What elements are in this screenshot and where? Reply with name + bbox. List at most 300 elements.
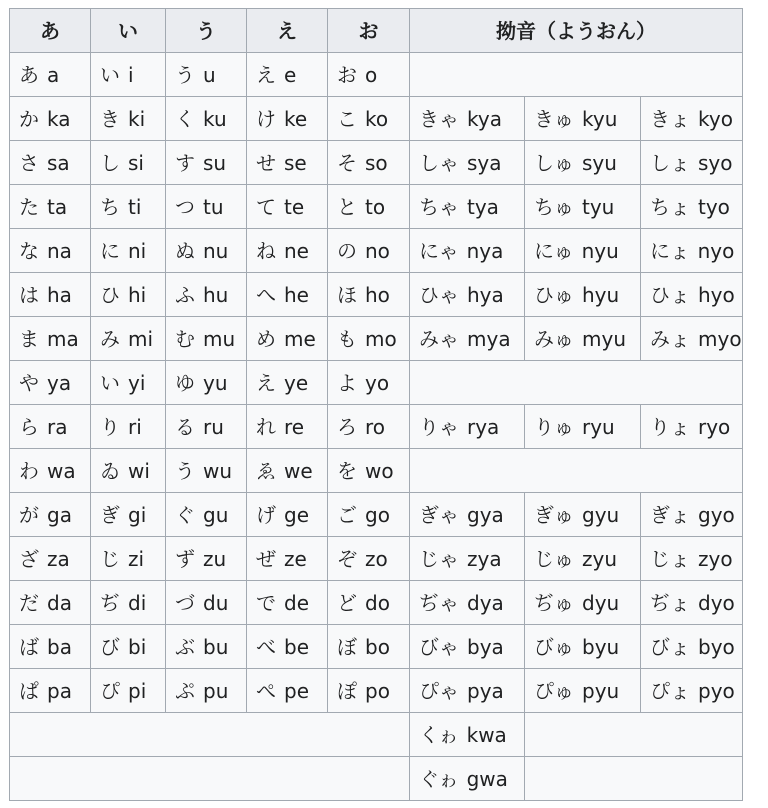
kana-cell — [91, 581, 166, 625]
romaji-label: sya — [467, 150, 502, 175]
kana-cell — [410, 317, 525, 361]
kana-glyph: びゅ — [534, 634, 574, 659]
kana-glyph: ず — [175, 546, 195, 571]
kana-glyph: る — [175, 414, 195, 439]
kana-glyph: ぴょ — [650, 678, 690, 703]
kana-glyph: わ — [19, 458, 39, 483]
romaji-label: ya — [47, 370, 72, 395]
kana-glyph: ちゃ — [419, 194, 459, 219]
romaji-label: gi — [128, 502, 147, 527]
romaji-label: pu — [203, 678, 229, 703]
kana-cell — [247, 185, 328, 229]
kana-cell — [641, 317, 743, 361]
kana-glyph: ちゅ — [534, 194, 574, 219]
kana-cell — [247, 361, 328, 405]
kana-glyph: し — [100, 150, 120, 175]
romaji-label: syo — [698, 150, 733, 175]
kana-cell — [91, 229, 166, 273]
kana-glyph: ぴゃ — [419, 678, 459, 703]
kana-glyph: さ — [19, 150, 39, 175]
table-row — [10, 713, 743, 757]
romaji-label: ro — [365, 414, 386, 439]
romaji-label: du — [203, 590, 229, 615]
kana-glyph: れ — [256, 414, 276, 439]
romaji-label: bu — [203, 634, 229, 659]
kana-glyph: へ — [256, 282, 276, 307]
kana-cell — [641, 537, 743, 581]
kana-glyph: け — [256, 106, 276, 131]
romaji-label: de — [284, 590, 309, 615]
romaji-label: ki — [128, 106, 146, 131]
kana-glyph: が — [19, 502, 39, 527]
table-row — [10, 581, 743, 625]
romaji-label: dyu — [582, 590, 620, 615]
kana-cell — [166, 273, 247, 317]
romaji-label: tya — [467, 194, 499, 219]
romaji-label: pyu — [582, 678, 620, 703]
romaji-label: byu — [582, 634, 620, 659]
kana-cell — [10, 273, 91, 317]
kana-cell — [641, 141, 743, 185]
kana-glyph: は — [19, 282, 39, 307]
kana-cell — [328, 141, 410, 185]
romaji-label: dyo — [698, 590, 735, 615]
kana-glyph: ぱ — [19, 678, 39, 703]
kana-glyph: じゃ — [419, 546, 459, 571]
kana-cell — [525, 97, 641, 141]
romaji-label: po — [365, 678, 390, 703]
table-row — [10, 141, 743, 185]
kana-cell — [328, 185, 410, 229]
romaji-label: ryo — [698, 414, 731, 439]
kana-cell — [247, 625, 328, 669]
romaji-label: pyo — [698, 678, 735, 703]
kana-glyph: ゆ — [175, 370, 195, 395]
kana-cell — [641, 493, 743, 537]
kana-cell — [10, 53, 91, 97]
kana-cell — [641, 185, 743, 229]
romaji-label: syu — [582, 150, 617, 175]
kana-glyph: う — [175, 62, 195, 87]
kana-glyph: りゃ — [419, 414, 459, 439]
romaji-label: bi — [128, 634, 147, 659]
kana-glyph: ぴゅ — [534, 678, 574, 703]
kana-cell — [166, 537, 247, 581]
kana-cell — [91, 625, 166, 669]
kana-cell — [328, 493, 410, 537]
kana-glyph: い — [100, 62, 120, 87]
kana-cell — [10, 493, 91, 537]
kana-cell — [410, 229, 525, 273]
romaji-label: ye — [284, 370, 309, 395]
romaji-label: kyu — [582, 106, 618, 131]
kana-glyph: ざ — [19, 546, 39, 571]
kana-glyph: ぎょ — [650, 502, 690, 527]
kana-cell — [91, 141, 166, 185]
kana-cell — [247, 229, 328, 273]
kana-glyph: ひ — [100, 282, 120, 307]
kana-cell — [410, 97, 525, 141]
kana-cell — [641, 625, 743, 669]
kana-glyph: う — [175, 458, 195, 483]
romaji-label: o — [365, 62, 378, 87]
kana-cell — [247, 273, 328, 317]
kana-glyph: びゃ — [419, 634, 459, 659]
romaji-label: ba — [47, 634, 72, 659]
romaji-label: hya — [467, 282, 504, 307]
romaji-label: we — [284, 458, 313, 483]
romaji-label: tyu — [582, 194, 615, 219]
kana-cell — [166, 669, 247, 713]
kana-cell — [247, 97, 328, 141]
kana-cell — [10, 97, 91, 141]
kana-cell — [91, 53, 166, 97]
kana-cell — [91, 449, 166, 493]
kana-glyph: め — [256, 326, 276, 351]
kana-cell — [166, 625, 247, 669]
table-row — [10, 317, 743, 361]
table-row — [10, 405, 743, 449]
column-header: え — [247, 9, 328, 53]
kana-glyph: と — [337, 194, 357, 219]
romaji-label: hyu — [582, 282, 620, 307]
romaji-label: di — [128, 590, 147, 615]
romaji-label: kwa — [466, 722, 507, 747]
kana-cell — [525, 669, 641, 713]
romaji-label: ta — [47, 194, 68, 219]
kana-glyph: の — [337, 238, 357, 263]
romaji-label: ko — [365, 106, 389, 131]
kana-cell — [10, 449, 91, 493]
kana-glyph: にゅ — [534, 238, 574, 263]
romaji-label: ku — [203, 106, 227, 131]
kana-glyph: え — [256, 370, 276, 395]
romaji-label: yo — [365, 370, 390, 395]
kana-glyph: ま — [19, 326, 39, 351]
column-header: う — [166, 9, 247, 53]
kana-cell — [10, 581, 91, 625]
kana-glyph: ぶ — [175, 634, 195, 659]
romaji-label: kyo — [698, 106, 733, 131]
kana-glyph: しゅ — [534, 150, 574, 175]
kana-cell — [91, 317, 166, 361]
romaji-label: da — [47, 590, 72, 615]
kana-cell — [247, 669, 328, 713]
kana-cell — [328, 405, 410, 449]
kana-glyph: ぢょ — [650, 590, 690, 615]
kana-cell — [410, 493, 525, 537]
kana-glyph: じ — [100, 546, 120, 571]
kana-cell — [247, 317, 328, 361]
romaji-label: go — [365, 502, 390, 527]
kana-cell — [91, 493, 166, 537]
romaji-label: se — [284, 150, 307, 175]
romaji-label: pya — [467, 678, 504, 703]
kana-glyph: せ — [256, 150, 276, 175]
kana-cell — [166, 493, 247, 537]
kana-glyph: を — [337, 458, 357, 483]
romaji-label: me — [284, 326, 316, 351]
romaji-label: sa — [47, 150, 70, 175]
table-row — [10, 537, 743, 581]
romaji-label: wo — [365, 458, 394, 483]
kana-glyph: ど — [337, 590, 357, 615]
kana-glyph: む — [175, 326, 195, 351]
kana-glyph: り — [100, 414, 120, 439]
empty-basic-cell — [10, 713, 410, 757]
kana-glyph: ひゃ — [419, 282, 459, 307]
kana-glyph: ぺ — [256, 678, 276, 703]
kana-cell — [166, 141, 247, 185]
kana-glyph: ふ — [175, 282, 195, 307]
kana-glyph: そ — [337, 150, 357, 175]
empty-youon-cell — [525, 757, 743, 801]
romaji-label: ka — [47, 106, 71, 131]
romaji-label: hi — [128, 282, 147, 307]
kana-cell — [10, 669, 91, 713]
romaji-label: wa — [47, 458, 76, 483]
kana-glyph: あ — [19, 62, 39, 87]
kana-cell — [91, 669, 166, 713]
kana-glyph: じょ — [650, 546, 690, 571]
kana-glyph: ほ — [337, 282, 357, 307]
kana-glyph: や — [19, 370, 39, 395]
kana-glyph: にゃ — [419, 238, 459, 263]
romaji-label: zyo — [698, 546, 733, 571]
kana-cell — [525, 493, 641, 537]
kana-cell — [525, 273, 641, 317]
kana-glyph: も — [337, 326, 357, 351]
empty-youon-cell — [410, 361, 743, 405]
kana-cell — [10, 141, 91, 185]
table-row — [10, 97, 743, 141]
romaji-label: zo — [365, 546, 388, 571]
kana-glyph: ぐゎ — [419, 766, 459, 791]
kana-glyph: み — [100, 326, 120, 351]
table-row — [10, 625, 743, 669]
kana-glyph: ろ — [337, 414, 357, 439]
table-row — [10, 669, 743, 713]
kana-cell — [328, 449, 410, 493]
kana-glyph: ぷ — [175, 678, 195, 703]
romaji-label: to — [365, 194, 386, 219]
kana-cell — [10, 405, 91, 449]
kana-glyph: ね — [256, 238, 276, 263]
kana-cell — [410, 757, 525, 801]
kana-glyph: きょ — [650, 106, 690, 131]
kana-cell — [166, 185, 247, 229]
romaji-label: zya — [467, 546, 502, 571]
empty-youon-cell — [525, 713, 743, 757]
romaji-label: ke — [284, 106, 308, 131]
romaji-label: si — [128, 150, 144, 175]
kana-glyph: みょ — [650, 326, 690, 351]
romaji-label: su — [203, 150, 227, 175]
romaji-label: nyo — [697, 238, 735, 263]
romaji-label: za — [47, 546, 70, 571]
romaji-label: byo — [698, 634, 735, 659]
kana-glyph: ゐ — [100, 458, 120, 483]
kana-glyph: ぴ — [100, 678, 120, 703]
kana-glyph: ぎゃ — [419, 502, 459, 527]
kana-cell — [525, 141, 641, 185]
kana-glyph: つ — [175, 194, 195, 219]
romaji-label: mi — [128, 326, 154, 351]
kana-cell — [166, 317, 247, 361]
kana-glyph: か — [19, 106, 39, 131]
kana-glyph: ら — [19, 414, 39, 439]
kana-cell — [166, 581, 247, 625]
romaji-label: ra — [47, 414, 68, 439]
header-row — [10, 9, 743, 53]
romaji-label: ryu — [582, 414, 615, 439]
table-row — [10, 53, 743, 97]
kana-glyph: て — [256, 194, 276, 219]
kana-cell — [328, 317, 410, 361]
kana-glyph: くゎ — [419, 722, 459, 747]
column-header: い — [91, 9, 166, 53]
empty-basic-cell — [10, 757, 410, 801]
empty-youon-cell — [410, 449, 743, 493]
table-row — [10, 493, 743, 537]
kana-glyph: しゃ — [419, 150, 459, 175]
kana-glyph: ぎゅ — [534, 502, 574, 527]
kana-glyph: く — [175, 106, 195, 131]
empty-youon-cell — [410, 53, 743, 97]
kana-cell — [328, 625, 410, 669]
kana-glyph: りょ — [650, 414, 690, 439]
kana-cell — [328, 53, 410, 97]
kana-table — [9, 8, 743, 801]
kana-glyph: ぐ — [175, 502, 195, 527]
romaji-label: nya — [466, 238, 504, 263]
kana-glyph: ば — [19, 634, 39, 659]
romaji-label: be — [284, 634, 309, 659]
kana-glyph: ぢゅ — [534, 590, 574, 615]
kana-cell — [328, 361, 410, 405]
kana-cell — [10, 361, 91, 405]
kana-glyph: こ — [337, 106, 357, 131]
romaji-label: gya — [467, 502, 504, 527]
kana-cell — [247, 537, 328, 581]
kana-glyph: づ — [175, 590, 195, 615]
romaji-label: zi — [128, 546, 145, 571]
kana-glyph: ちょ — [650, 194, 690, 219]
romaji-label: wu — [203, 458, 233, 483]
kana-cell — [641, 229, 743, 273]
kana-cell — [525, 405, 641, 449]
kana-cell — [410, 669, 525, 713]
kana-glyph: ぎ — [100, 502, 120, 527]
kana-cell — [91, 405, 166, 449]
romaji-label: e — [284, 62, 297, 87]
kana-glyph: な — [19, 238, 39, 263]
romaji-label: gu — [203, 502, 229, 527]
column-header: あ — [10, 9, 91, 53]
romaji-label: ga — [47, 502, 72, 527]
kana-cell — [410, 273, 525, 317]
kana-cell — [166, 53, 247, 97]
romaji-label: ru — [203, 414, 224, 439]
romaji-label: rya — [467, 414, 500, 439]
romaji-label: kya — [467, 106, 502, 131]
kana-cell — [247, 493, 328, 537]
kana-glyph: ぬ — [175, 238, 195, 263]
romaji-label: nu — [203, 238, 229, 263]
romaji-label: mya — [467, 326, 511, 351]
romaji-label: ti — [128, 194, 142, 219]
kana-cell — [91, 273, 166, 317]
romaji-label: wi — [128, 458, 150, 483]
kana-glyph: ぜ — [256, 546, 276, 571]
romaji-label: do — [365, 590, 390, 615]
kana-glyph: きゅ — [534, 106, 574, 131]
kana-glyph: ぢゃ — [419, 590, 459, 615]
romaji-label: re — [284, 414, 305, 439]
romaji-label: mo — [365, 326, 397, 351]
kana-cell — [525, 625, 641, 669]
kana-cell — [10, 229, 91, 273]
kana-cell — [247, 449, 328, 493]
kana-glyph: た — [19, 194, 39, 219]
romaji-label: u — [203, 62, 216, 87]
kana-glyph: ぽ — [337, 678, 357, 703]
romaji-label: nyu — [581, 238, 619, 263]
romaji-label: yi — [128, 370, 146, 395]
kana-cell — [328, 273, 410, 317]
kana-glyph: す — [175, 150, 195, 175]
kana-glyph: しょ — [650, 150, 690, 175]
youon-column-header: 拗音（ようおん） — [410, 9, 743, 53]
romaji-label: mu — [203, 326, 236, 351]
table-row — [10, 273, 743, 317]
kana-cell — [641, 405, 743, 449]
kana-cell — [525, 537, 641, 581]
kana-cell — [328, 669, 410, 713]
kana-glyph: き — [100, 106, 120, 131]
column-header: お — [328, 9, 410, 53]
kana-cell — [166, 449, 247, 493]
kana-cell — [247, 581, 328, 625]
romaji-label: ge — [284, 502, 309, 527]
kana-glyph: い — [100, 370, 120, 395]
kana-cell — [247, 141, 328, 185]
kana-cell — [410, 625, 525, 669]
table-row — [10, 757, 743, 801]
kana-glyph: びょ — [650, 634, 690, 659]
kana-cell — [525, 185, 641, 229]
kana-cell — [410, 713, 525, 757]
kana-glyph: ち — [100, 194, 120, 219]
kana-glyph: び — [100, 634, 120, 659]
kana-cell — [328, 581, 410, 625]
kana-cell — [91, 361, 166, 405]
kana-glyph: ぢ — [100, 590, 120, 615]
romaji-label: myu — [582, 326, 626, 351]
kana-glyph: お — [337, 62, 357, 87]
kana-glyph: りゅ — [534, 414, 574, 439]
kana-cell — [247, 53, 328, 97]
kana-glyph: に — [100, 238, 120, 263]
romaji-label: no — [365, 238, 390, 263]
romaji-label: ho — [365, 282, 390, 307]
table-row — [10, 229, 743, 273]
kana-cell — [91, 537, 166, 581]
kana-glyph: きゃ — [419, 106, 459, 131]
kana-glyph: ご — [337, 502, 357, 527]
kana-table-body — [10, 53, 743, 801]
kana-glyph: ひゅ — [534, 282, 574, 307]
